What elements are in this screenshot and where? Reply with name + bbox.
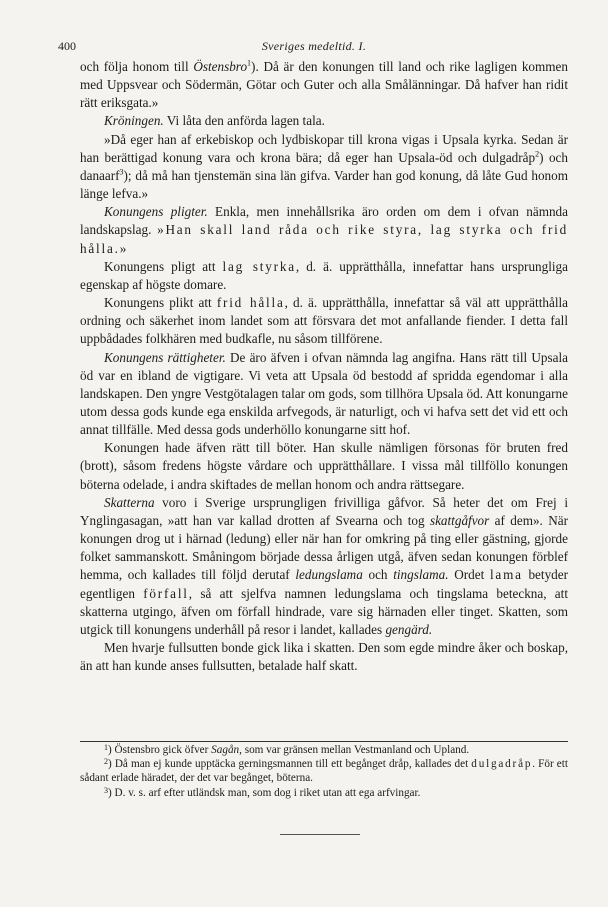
paragraph xyxy=(80,58,568,112)
italic-term: Kröningen. xyxy=(104,113,164,129)
text-run: Konungens plikt att xyxy=(104,295,217,311)
text-run: Vi låta den anförda lagen tala. xyxy=(163,113,325,129)
text-run: ) Då man ej kunde upptäcka gerningsmannen till ett begånget dråp, kallades det xyxy=(108,758,472,771)
text-run: Men hvarje fullsutten bonde gick lika i skatten. Den som egde mindre åker och boskap, än att han kunde anses fullsutten, betalade half skatt. xyxy=(80,640,568,674)
footnote xyxy=(80,786,568,800)
paragraph xyxy=(80,112,568,130)
text-run: ) D. v. s. arf efter utländsk man, som dog i riket utan att ega arfvingar. xyxy=(108,786,421,799)
footnote-number: 2 xyxy=(104,757,108,767)
page-header xyxy=(58,38,570,54)
italic-term: Konungens rättigheter. xyxy=(104,349,226,365)
italic-term: ledungslama xyxy=(295,567,363,583)
text-run: voro i Sverige ursprungligen frivilliga gåfvor. Så heter det om Frej i Ynglingasagan, »att han var kallad drotten af Svearna och tog xyxy=(80,494,568,528)
text-run: , d. ä. upprätthålla, innefattar så väl att upprätthålla ordning och säkerhet inom landet som att försvara det mot anfallande fiender. I detta fall uppbådades folkhären med budkafle, nu såsom tillförene. xyxy=(80,295,568,347)
text-run: och xyxy=(362,567,394,583)
italic-term: Skatterna xyxy=(104,494,155,510)
text-run: De äro äfven i ofvan nämnda lag angifna. Hans rätt till Upsala öd var en ibland de vigtigare. Vi veta att Upsala öd bestodd af spridda egendomar i alla landskapen. Den yngre Vestgötalagen talar om gods, som tillhöra Upsala öd. Att konungarne utom dessa gods kunde ega enskilda arfvegods, är naturligt, och vi hafva sett det vid ett och annat tillfälle. Med dessa gods underhöllo konungarne sitt hof. xyxy=(80,349,569,438)
paragraph xyxy=(80,639,568,675)
spaced-emphasis: förfall xyxy=(143,585,189,601)
italic-term: tingslama. xyxy=(393,567,449,583)
footnote-number: 3 xyxy=(104,785,108,795)
italic-term: skattgåfvor xyxy=(429,512,490,528)
end-rule xyxy=(280,834,360,835)
paragraph xyxy=(80,131,568,204)
spaced-emphasis: lama xyxy=(489,567,523,583)
text-run: ); då må han tjenstemän sina län gifva. Varder han god konung, då låte Gud honom länge lefva.» xyxy=(80,167,568,202)
text-run: , som var gränsen mellan Vestmanland och Upland. xyxy=(239,744,470,756)
footnote-ref: 1 xyxy=(247,58,252,68)
running-title: Sveriges medeltid. I. xyxy=(261,39,367,53)
paragraph xyxy=(80,203,568,257)
italic-term: Konungens pligter. xyxy=(104,204,208,220)
body-text xyxy=(80,58,568,675)
text-run: , d. ä. upprätthålla, innefattar hans ursprungliga egenskap af högste domare. xyxy=(80,258,569,292)
footnote-number: 1 xyxy=(104,743,108,752)
text-run: Ordet xyxy=(448,567,490,583)
footnote-ref: 2 xyxy=(535,149,540,159)
text-run: ) Östensbro gick öfver xyxy=(108,744,212,756)
spaced-emphasis: dulgadråp xyxy=(471,758,533,771)
paragraph xyxy=(80,294,568,348)
italic-term: gengärd. xyxy=(385,621,433,637)
italic-term: Sagån xyxy=(211,744,240,756)
text-run: ) och danaarf xyxy=(80,149,569,183)
paragraph xyxy=(80,439,568,493)
spaced-emphasis: »Han skall land råda och rike styra, lag styrka och frid hålla.» xyxy=(80,222,569,256)
page-number: 400 xyxy=(58,39,76,53)
text-run: ). Då är den konungen till land och rike lagligen kommen med Uppsvear och Södermän, Götar och Guter och alla Smålänningar. Då hafver han ridit rätt eriksgata.» xyxy=(80,59,568,111)
paragraph xyxy=(80,258,568,294)
italic-term: Östensbro xyxy=(193,59,248,74)
paragraph xyxy=(80,349,568,440)
spaced-emphasis: lag styrka xyxy=(222,258,296,274)
footnote-ref: 3 xyxy=(119,167,124,177)
text-run: betyder egentligen xyxy=(80,567,569,601)
text-run: Enkla, men innehållsrika äro orden om dem i ofvan nämnda landskapslag. xyxy=(80,204,568,238)
text-run: Konungens pligt att xyxy=(104,258,223,274)
footnote xyxy=(80,757,568,785)
text-run: »Då eger han af erkebiskop och lydbiskopar till krona vigas i Upsala kyrka. Sedan är han berättigad konung vara och krona bära; då eger han Upsala-öd och dulgadråp xyxy=(80,131,568,165)
footnotes xyxy=(80,741,568,800)
text-run: Konungen hade äfven rätt till böter. Han skulle nämligen försonas för bruten fred (brott), såsom fredens högste vårdare och upprätthållare. I vissa mål tillföllo konungen böterna odelade, i andra skiftades de mellan honom och andra rättsegare. xyxy=(80,440,568,492)
text-run: af dem». När konungen drog ut i härnad (ledung) eller när han for omkring på ting eller gästning, gjorde folket sammanskott. Småningom började dessa årligen utgå, äfven sedan konungen förblef hemma, och kallades till följd derutaf xyxy=(80,512,568,583)
text-run: . För ett sådant erlade häradet, der det var begånget, böterna. xyxy=(80,758,568,785)
text-run: och följa honom till xyxy=(80,59,194,74)
text-run: , så att sjelfva namnen ledungslama och tingslama betecknа, att skatterna utgingo, äfven om förfall hindrade, vare sig härnaden eller tinget. Skatten, som utgick till konungens underhåll på resor i landet, kallades xyxy=(80,585,568,637)
footnote xyxy=(80,743,568,757)
paragraph xyxy=(80,494,568,639)
spaced-emphasis: frid hålla xyxy=(216,295,285,311)
